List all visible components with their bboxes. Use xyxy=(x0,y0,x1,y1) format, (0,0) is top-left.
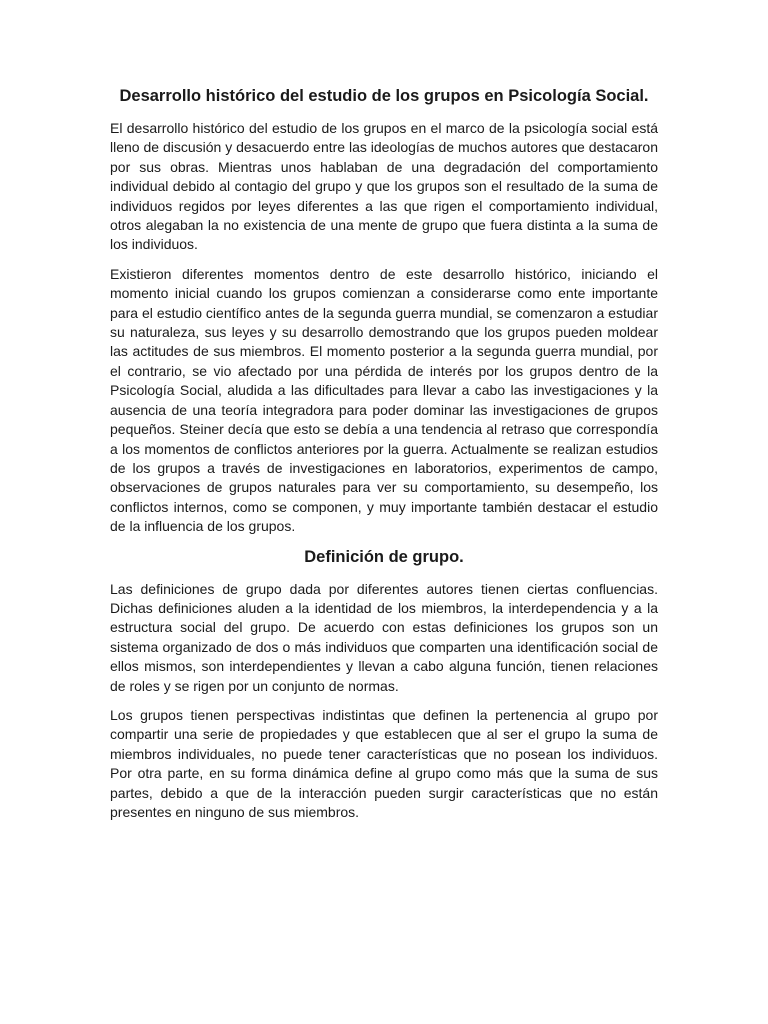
document-page xyxy=(110,86,658,832)
paragraph-historical-development: El desarrollo histórico del estudio de los grupos en el marco de la psicología social está lleno de discusión y desacuerdo entre las ideologías de muchos autores que destacaron por sus obras. Mientras unos hablaban de una degradación del comportamiento individual debido al contagio del grupo y que los grupos son el resultado de la suma de individuos regidos por leyes diferentes a las que rigen el comportamiento individual, otros alegaban la no existencia de una mente de grupo que fuera distinta a la suma de los individuos. xyxy=(110,120,658,253)
paragraph-group-perspectives: Los grupos tienen perspectivas indistintas que definen la pertenencia al grupo por compartir una serie de propiedades y que establecen que al ser el grupo la suma de miembros individuales, no puede tener características que no posean los individuos. Por otra parte, en su forma dinámica define al grupo como más que la suma de sus partes, debido a que de la interacción pueden surgir características que no están presentes en ninguno de sus miembros. xyxy=(110,706,658,820)
document-title: Desarrollo histórico del estudio de los grupos en Psicología Social. xyxy=(119,87,649,105)
paragraph-historical-moments: Existieron diferentes momentos dentro de este desarrollo histórico, iniciando el momento inicial cuando los grupos comienzan a considerarse como ente importante para el estudio científico antes de la segunda guerra mundial, se comenzaron a estudiar su naturaleza, sus leyes y su desarrollo demostrando que los grupos pueden moldear las actitudes de sus miembros. El momento posterior a la segunda guerra mundial, por el contrario, se vio afectado por una pérdida de interés por los grupos dentro de la Psicología Social, aludida a las dificultades para llevar a cabo las investigaciones y la ausencia de una teoría integradora para poder dominar las investigaciones de grupos pequeños. Steiner decía que esto se debía a una tendencia al retraso que correspondía a los momentos de conflictos anteriores por la guerra. Actualmente se realizan estudios de los grupos a través de investigaciones en laboratorios, experimentos de campo, observaciones de grupos naturales para ver su comportamiento, su desempeño, los conflictos internos, como se componen, y muy importante también destacar el estudio de la influencia de los grupos. xyxy=(110,265,658,535)
section-title-group-definition: Definición de grupo. xyxy=(304,547,464,566)
paragraph-group-definitions: Las definiciones de grupo dada por diferentes autores tienen ciertas confluencias. Dichas definiciones aluden a la identidad de los miembros, la interdependencia y a la estructura social del grupo. De acuerdo con estas definiciones los grupos son un sistema organizado de dos o más individuos que comparten una identificación social de ellos mismos, son interdependientes y llevan a cabo alguna función, tienen relaciones de roles y se rigen por un conjunto de normas. xyxy=(110,580,658,694)
